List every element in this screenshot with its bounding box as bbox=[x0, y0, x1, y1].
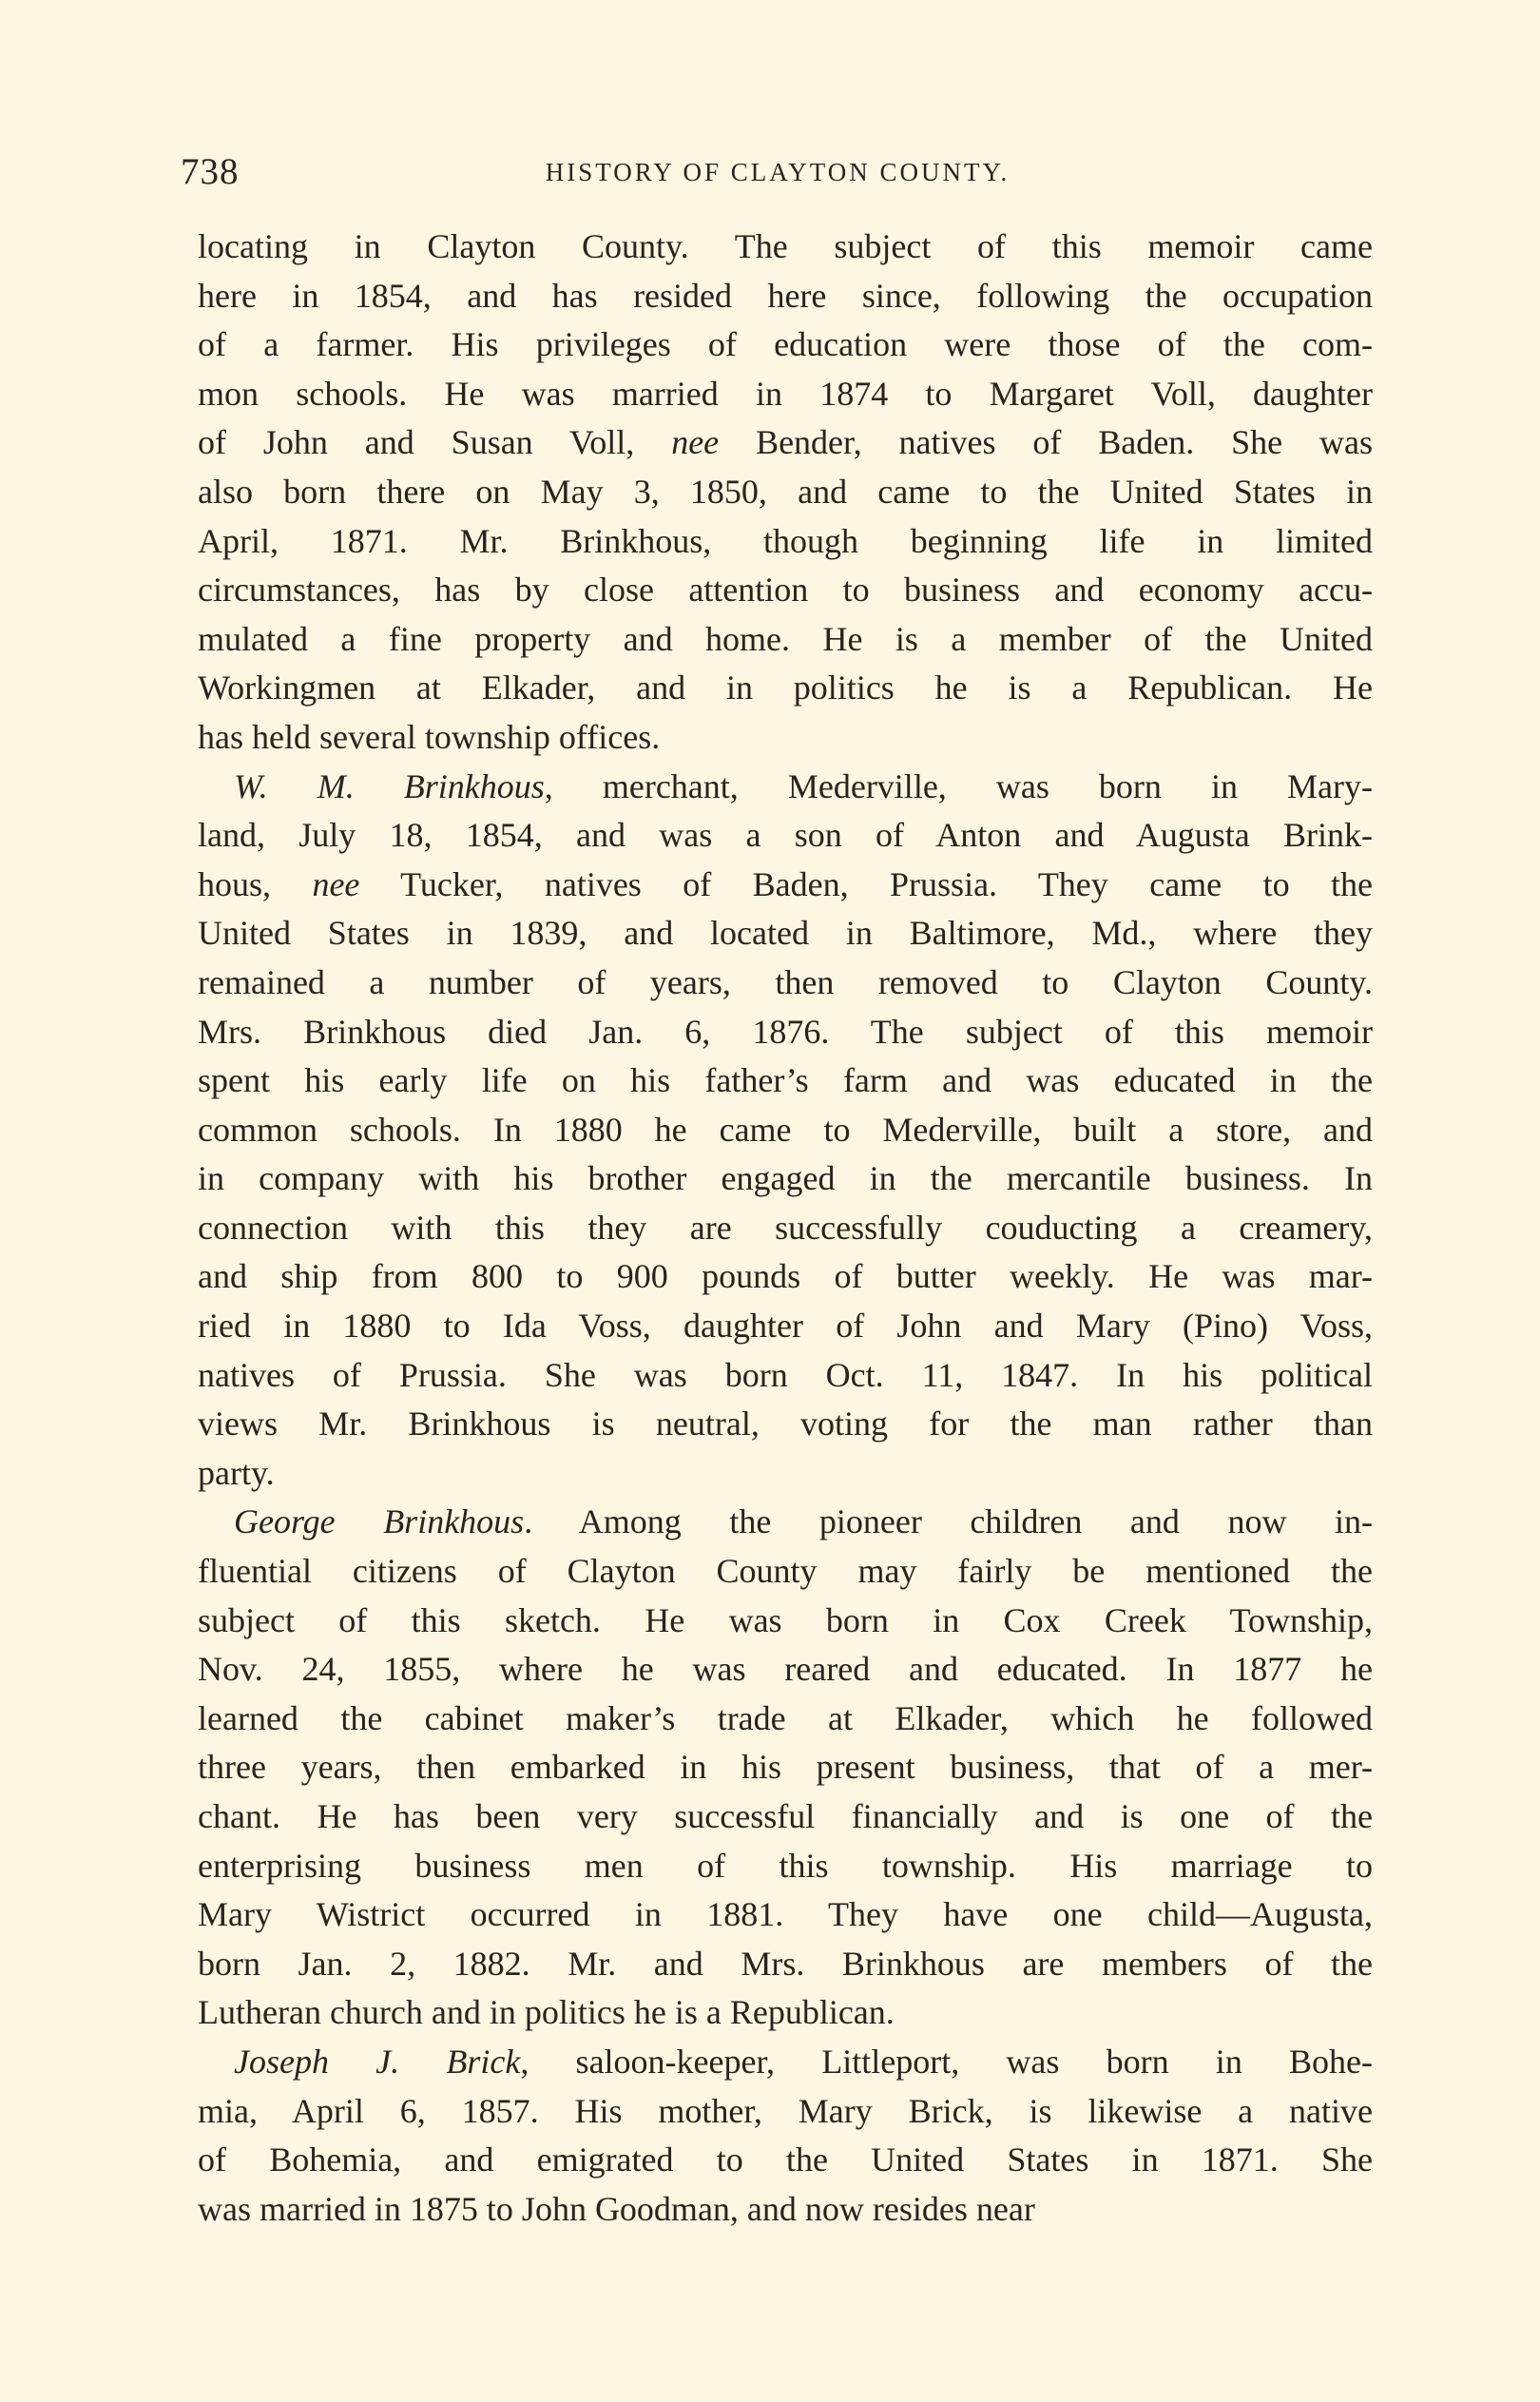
text-span: in company with his brother engaged in the mercantile business. In bbox=[198, 1159, 1373, 1198]
text-span: , saloon-keeper, Littleport, was born in Bohe- bbox=[520, 2042, 1373, 2081]
text-span: mulated a fine property and home. He is a member of the United bbox=[198, 619, 1373, 658]
page-number: 738 bbox=[181, 151, 240, 192]
text-line bbox=[198, 615, 1373, 665]
text-line bbox=[198, 272, 1373, 321]
text-line bbox=[198, 2185, 1373, 2235]
text-span: of Bohemia, and emigrated to the United States in 1871. She bbox=[198, 2140, 1373, 2179]
text-span: enterprising business men of this township. His marriage to bbox=[198, 1846, 1373, 1885]
text-line bbox=[198, 1204, 1373, 1253]
text-span: circumstances, has by close attention to business and economy accu- bbox=[198, 571, 1373, 610]
text-span: mia, April 6, 1857. His mother, Mary Brick, is likewise a native bbox=[198, 2091, 1373, 2130]
text-span: United States in 1839, and located in Baltimore, Md., where they bbox=[198, 914, 1373, 953]
text-span: hous, bbox=[198, 864, 313, 903]
text-line bbox=[198, 1743, 1373, 1792]
text-line bbox=[198, 1449, 1373, 1499]
text-span: learned the cabinet maker’s trade at Elkader, which he followed bbox=[198, 1698, 1373, 1737]
text-span: views Mr. Brinkhous is neutral, voting for the man rather than bbox=[198, 1404, 1373, 1443]
text-line bbox=[198, 320, 1373, 370]
text-line bbox=[198, 1351, 1373, 1401]
text-line bbox=[198, 1008, 1373, 1057]
text-line bbox=[198, 1645, 1373, 1695]
text-span: chant. He has been very successful financially and is one of the bbox=[198, 1797, 1373, 1835]
running-head: HISTORY OF CLAYTON COUNTY. bbox=[545, 158, 1011, 186]
biography-name: Joseph J. Brick bbox=[234, 2042, 521, 2081]
text-line bbox=[198, 517, 1373, 567]
text-span: also born there on May 3, 1850, and came to the United States in bbox=[198, 472, 1373, 511]
text-line bbox=[198, 861, 1373, 910]
text-line bbox=[198, 763, 1373, 812]
text-span: has held several township offices. bbox=[198, 717, 661, 756]
text-span: common schools. In 1880 he came to Mederville, built a store, and bbox=[198, 1110, 1373, 1149]
text-line bbox=[198, 1597, 1373, 1646]
text-span: locating in Clayton County. The subject of this memoir came bbox=[198, 227, 1373, 265]
text-span: was married in 1875 to John Goodman, and now resides near bbox=[198, 2189, 1035, 2228]
text-line bbox=[198, 1547, 1373, 1597]
text-span: here in 1854, and has resided here since, following the occupation bbox=[198, 276, 1373, 315]
text-span: Nov. 24, 1855, where he was reared and educated. In 1877 he bbox=[198, 1650, 1373, 1689]
text-span: connection with this they are successfully couducting a creamery, bbox=[198, 1208, 1373, 1247]
text-line bbox=[198, 1792, 1373, 1842]
text-span: remained a number of years, then removed to Clayton County. bbox=[198, 962, 1373, 1001]
text-span: ried in 1880 to Ida Voss, daughter of John and Mary (Pino) Voss, bbox=[198, 1307, 1373, 1346]
text-line bbox=[198, 1056, 1373, 1106]
text-span: Tucker, natives of Baden, Prussia. They came to the bbox=[359, 864, 1373, 903]
text-line bbox=[198, 2038, 1373, 2087]
text-line bbox=[198, 909, 1373, 959]
text-line bbox=[198, 1106, 1373, 1155]
text-line bbox=[198, 811, 1373, 861]
text-line bbox=[198, 1154, 1373, 1204]
text-span: . Among the pioneer children and now in- bbox=[524, 1502, 1373, 1541]
text-span: born Jan. 2, 1882. Mr. and Mrs. Brinkhous are members of the bbox=[198, 1944, 1373, 1983]
text-line bbox=[198, 1890, 1373, 1940]
text-span: land, July 18, 1854, and was a son of Anton and Augusta Brink- bbox=[198, 816, 1373, 855]
text-line bbox=[198, 1302, 1373, 1351]
text-span: three years, then embarked in his present business, that of a mer- bbox=[198, 1748, 1373, 1787]
text-span: of John and Susan Voll, bbox=[198, 423, 672, 462]
text-span: , merchant, Mederville, was born in Mary- bbox=[544, 766, 1373, 805]
text-line bbox=[198, 1252, 1373, 1302]
text-line bbox=[198, 959, 1373, 1008]
text-span: Workingmen at Elkader, and in politics he is a Republican. He bbox=[198, 668, 1373, 707]
text-line bbox=[198, 1940, 1373, 1989]
text-line bbox=[198, 566, 1373, 615]
text-line bbox=[198, 370, 1373, 419]
text-line bbox=[198, 1988, 1373, 2038]
italic-word: nee bbox=[671, 423, 720, 462]
italic-word: nee bbox=[312, 864, 360, 903]
text-span: Bender, natives of Baden. She was bbox=[719, 423, 1373, 462]
text-line bbox=[198, 2136, 1373, 2185]
text-span: natives of Prussia. She was born Oct. 11, 1847. In his political bbox=[198, 1355, 1373, 1394]
text-span: fluential citizens of Clayton County may fairly be mentioned the bbox=[198, 1552, 1373, 1591]
body-text bbox=[198, 223, 1373, 2234]
text-line bbox=[198, 2087, 1373, 2137]
text-line bbox=[198, 1498, 1373, 1547]
text-line bbox=[198, 1400, 1373, 1449]
text-line bbox=[198, 664, 1373, 713]
text-span: of a farmer. His privileges of education were those of the com- bbox=[198, 325, 1373, 364]
page-header bbox=[181, 150, 1375, 196]
text-line bbox=[198, 418, 1373, 468]
text-line bbox=[198, 223, 1373, 272]
biography-name: George Brinkhous bbox=[234, 1502, 525, 1541]
text-span: Mary Wistrict occurred in 1881. They have one child—Augusta, bbox=[198, 1895, 1373, 1934]
text-span: Mrs. Brinkhous died Jan. 6, 1876. The subject of this memoir bbox=[198, 1012, 1373, 1051]
text-line bbox=[198, 713, 1373, 763]
text-line bbox=[198, 1695, 1373, 1744]
text-span: party. bbox=[198, 1453, 275, 1492]
biography-name: W. M. Brinkhous bbox=[234, 766, 545, 805]
text-line bbox=[198, 1842, 1373, 1891]
text-span: Lutheran church and in politics he is a Republican. bbox=[198, 1993, 895, 2032]
text-span: and ship from 800 to 900 pounds of butter weekly. He was mar- bbox=[198, 1257, 1373, 1296]
text-line bbox=[198, 468, 1373, 517]
text-span: April, 1871. Mr. Brinkhous, though beginning life in limited bbox=[198, 521, 1373, 560]
text-span: subject of this sketch. He was born in Cox Creek Township, bbox=[198, 1600, 1373, 1639]
text-span: mon schools. He was married in 1874 to Margaret Voll, daughter bbox=[198, 374, 1373, 413]
text-span: spent his early life on his father’s farm and was educated in the bbox=[198, 1061, 1373, 1100]
